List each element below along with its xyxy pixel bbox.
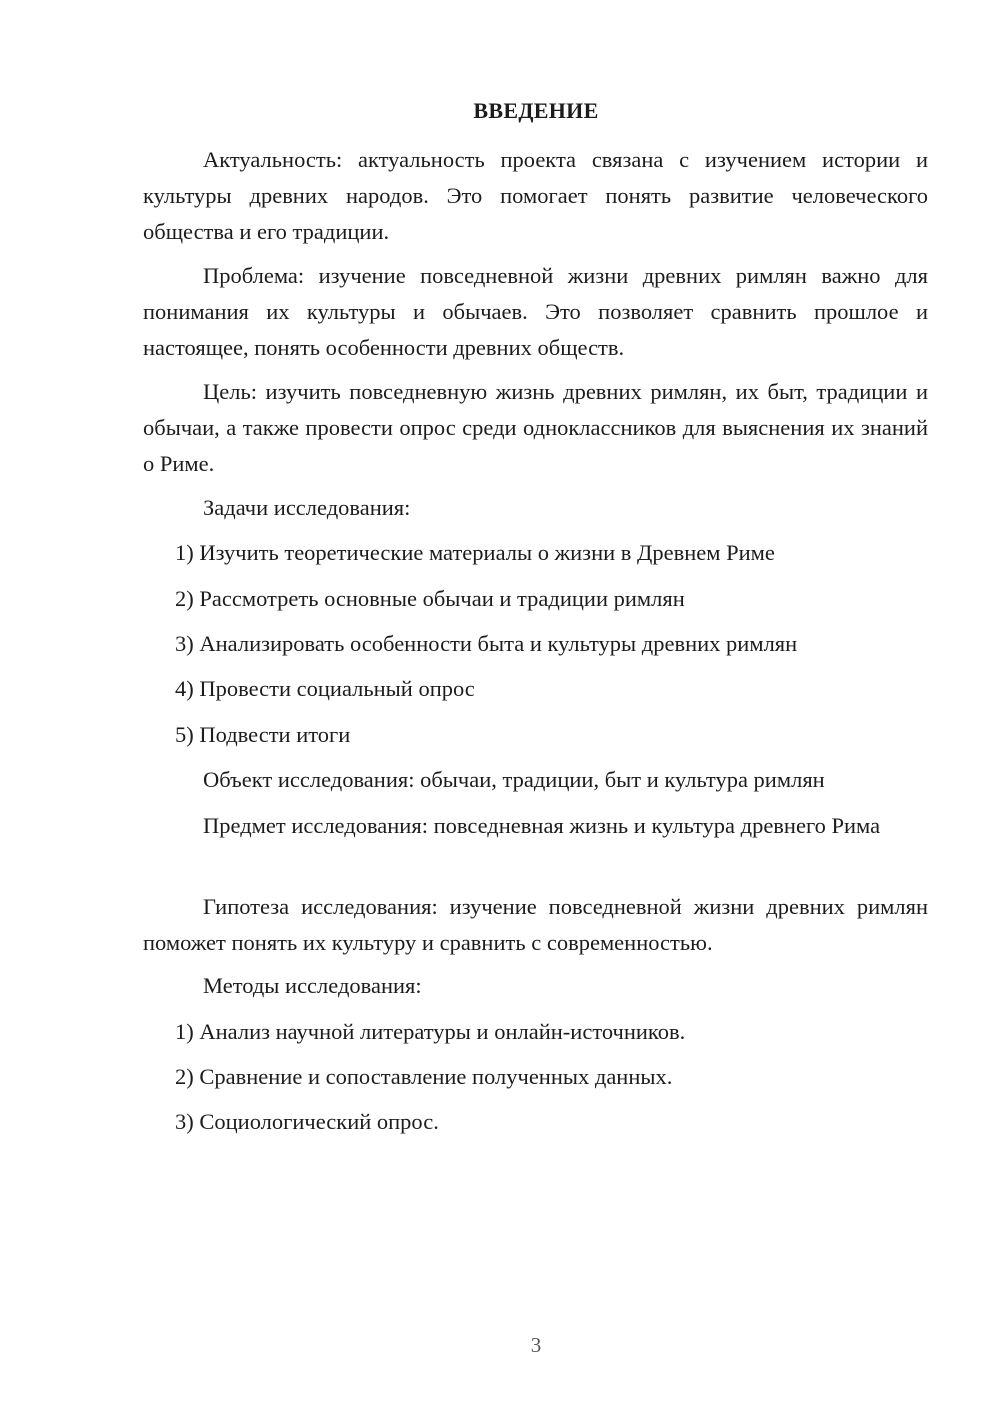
method-item-2: 2) Сравнение и сопоставление полученных данных.	[175, 1064, 673, 1089]
object-statement: Объект исследования: обычаи, традиции, быт и культура римлян	[203, 767, 825, 792]
task-item-5: 5) Подвести итоги	[175, 722, 351, 747]
page-number: 3	[530, 1333, 542, 1357]
task-item-3: 3) Анализировать особенности быта и культуры древних римлян	[175, 631, 798, 656]
task-item-1: 1) Изучить теоретические материалы о жизни в Древнем Риме	[175, 540, 775, 565]
method-item-1: 1) Анализ научной литературы и онлайн-источников.	[175, 1019, 686, 1044]
subject-paragraph: Предмет исследования: повседневная жизнь и культура древнего Рима	[203, 813, 881, 838]
methods-label: Методы исследования:	[203, 973, 422, 998]
tasks-label: Задачи исследования:	[203, 495, 411, 520]
task-item-4: 4) Провести социальный опрос	[175, 676, 475, 701]
task-item-2: 2) Рассмотреть основные обычаи и традиции римлян	[175, 586, 685, 611]
goal-paragraph: Цель: изучить повседневную жизнь древних римлян, их быт, традиции и обычаи, а также провести опрос среди одноклассников для выяснения их знаний о Риме.	[143, 379, 928, 476]
page-title: ВВЕДЕНИЕ	[473, 98, 599, 123]
relevance-paragraph: Актуальность: актуальность проекта связана с изучением истории и культуры древних народов. Это помогает понять развитие человеческого общества и его традиции.	[143, 147, 928, 244]
problem-paragraph: Проблема: изучение повседневной жизни древних римлян важно для понимания их культуры и обычаев. Это позволяет сравнить прошлое и настоящее, понять особенности древних обществ.	[143, 263, 928, 360]
method-item-3: 3) Социологический опрос.	[175, 1109, 439, 1134]
hypothesis-paragraph: Гипотеза исследования: изучение повседневной жизни древних римлян поможет понять их культуру и сравнить с современностью.	[143, 894, 928, 955]
